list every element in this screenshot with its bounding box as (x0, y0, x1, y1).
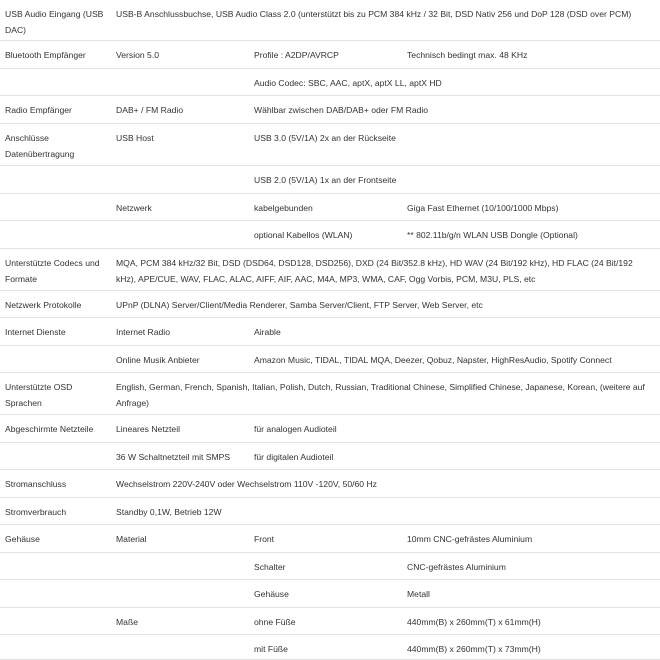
spec-value: DAB+ / FM Radio (116, 105, 184, 115)
spec-subdetail: Technisch bedingt max. 48 KHz (407, 50, 528, 60)
spec-value: Maße (116, 617, 138, 627)
spec-detail: Airable (254, 327, 281, 337)
spec-detail: USB 2.0 (5V/1A) 1x an der Frontseite (254, 175, 397, 185)
spec-row (0, 553, 660, 580)
spec-detail: für digitalen Audioteil (254, 452, 334, 462)
spec-value: Standby 0,1W, Betrieb 12W (116, 507, 222, 517)
spec-label: Stromanschluss (5, 479, 67, 489)
spec-label: Stromverbrauch (5, 507, 67, 517)
spec-detail: Schalter (254, 562, 286, 572)
spec-detail: Amazon Music, TIDAL, TIDAL MQA, Deezer, Qobuz, Napster, HighResAudio, Spotify Connect (254, 355, 612, 365)
spec-row (0, 415, 660, 443)
spec-row (0, 291, 660, 318)
spec-subdetail: 10mm CNC-gefrästes Aluminium (407, 534, 533, 544)
spec-label: USB Audio Eingang (USB DAC) (5, 9, 104, 35)
spec-label: Radio Empfänger (5, 105, 72, 115)
spec-detail: Front (254, 534, 275, 544)
spec-label: Abgeschirmte Netzteile (5, 424, 94, 434)
spec-row (0, 41, 660, 69)
spec-value: Material (116, 534, 147, 544)
spec-value: Version 5.0 (116, 50, 159, 60)
spec-detail: Wählbar zwischen DAB/DAB+ oder FM Radio (254, 105, 429, 115)
spec-value: Netzwerk (116, 203, 152, 213)
spec-row (0, 166, 660, 194)
spec-value: 36 W Schaltnetzteil mit SMPS (116, 452, 231, 462)
spec-value: Internet Radio (116, 327, 170, 337)
spec-subdetail: Metall (407, 589, 430, 599)
spec-row (0, 608, 660, 635)
spec-row (0, 373, 660, 415)
spec-label: Internet Dienste (5, 327, 66, 337)
spec-row (0, 96, 660, 124)
spec-row (0, 69, 660, 96)
spec-row (0, 443, 660, 470)
spec-row (0, 346, 660, 373)
spec-label: Netzwerk Protokolle (5, 300, 82, 310)
spec-subdetail: 440mm(B) x 260mm(T) x 73mm(H) (407, 644, 541, 654)
spec-row (0, 318, 660, 346)
spec-row (0, 525, 660, 553)
spec-value: USB-B Anschlussbuchse, USB Audio Class 2.0 (unterstützt bis zu PCM 384 kHz / 32 Bit, DSD Nativ 256 und DoP 128 (DSD over PCM) (116, 9, 632, 19)
spec-detail: für analogen Audioteil (254, 424, 337, 434)
spec-subdetail: Giga Fast Ethernet (10/100/1000 Mbps) (407, 203, 559, 213)
spec-row (0, 498, 660, 525)
spec-label: Gehäuse (5, 534, 40, 544)
spec-value: UPnP (DLNA) Server/Client/Media Renderer, Samba Server/Client, FTP Server, Web Server, etc (116, 300, 483, 310)
spec-row (0, 635, 660, 660)
spec-detail: ohne Füße (254, 617, 296, 627)
spec-detail: Audio Codec: SBC, AAC, aptX, aptX LL, aptX HD (254, 78, 442, 88)
spec-detail: kabelgebunden (254, 203, 313, 213)
spec-row (0, 0, 660, 41)
spec-subdetail: ** 802.11b/g/n WLAN USB Dongle (Optional) (407, 230, 578, 240)
spec-detail: optional Kabellos (WLAN) (254, 230, 353, 240)
spec-value: USB Host (116, 133, 154, 143)
spec-label: Bluetooth Empfänger (5, 50, 86, 60)
spec-label: Anschlüsse Datenübertragung (5, 133, 75, 159)
spec-detail: USB 3.0 (5V/1A) 2x an der Rückseite (254, 133, 396, 143)
spec-label: Unterstützte Codecs und Formate (5, 258, 100, 284)
spec-detail: Profile : A2DP/AVRCP (254, 50, 339, 60)
spec-value: MQA, PCM 384 kHz/32 Bit, DSD (DSD64, DSD128, DSD256), DXD (24 Bit/352.8 kHz), HD WAV (24 Bit/192 kHz), HD FLAC (24 Bit/192 kHz), APE/CUE, WAV, FLAC, ALAC, AIFF, AIF, AAC, M4A, MP3, WMA, CAF, Ogg Vorbis, PCM, M3U, PLS, etc (116, 258, 633, 284)
spec-subdetail: 440mm(B) x 260mm(T) x 61mm(H) (407, 617, 541, 627)
spec-row (0, 580, 660, 608)
spec-row (0, 249, 660, 291)
spec-detail: Gehäuse (254, 589, 289, 599)
spec-row (0, 470, 660, 498)
spec-subdetail: CNC-gefrästes Aluminium (407, 562, 506, 572)
spec-label: Unterstützte OSD Sprachen (5, 382, 73, 408)
spec-value: English, German, French, Spanish, Italian, Polish, Dutch, Russian, Traditional Chinese, Simplified Chinese, Japanese, Korean, (weitere auf Anfrage) (116, 382, 645, 408)
spec-value: Lineares Netzteil (116, 424, 181, 434)
spec-detail: mit Füße (254, 644, 288, 654)
spec-value: Online Musik Anbieter (116, 355, 200, 365)
spec-row (0, 221, 660, 249)
spec-value: Wechselstrom 220V-240V oder Wechselstrom 110V -120V, 50/60 Hz (116, 479, 377, 489)
spec-row (0, 124, 660, 166)
spec-row (0, 194, 660, 221)
